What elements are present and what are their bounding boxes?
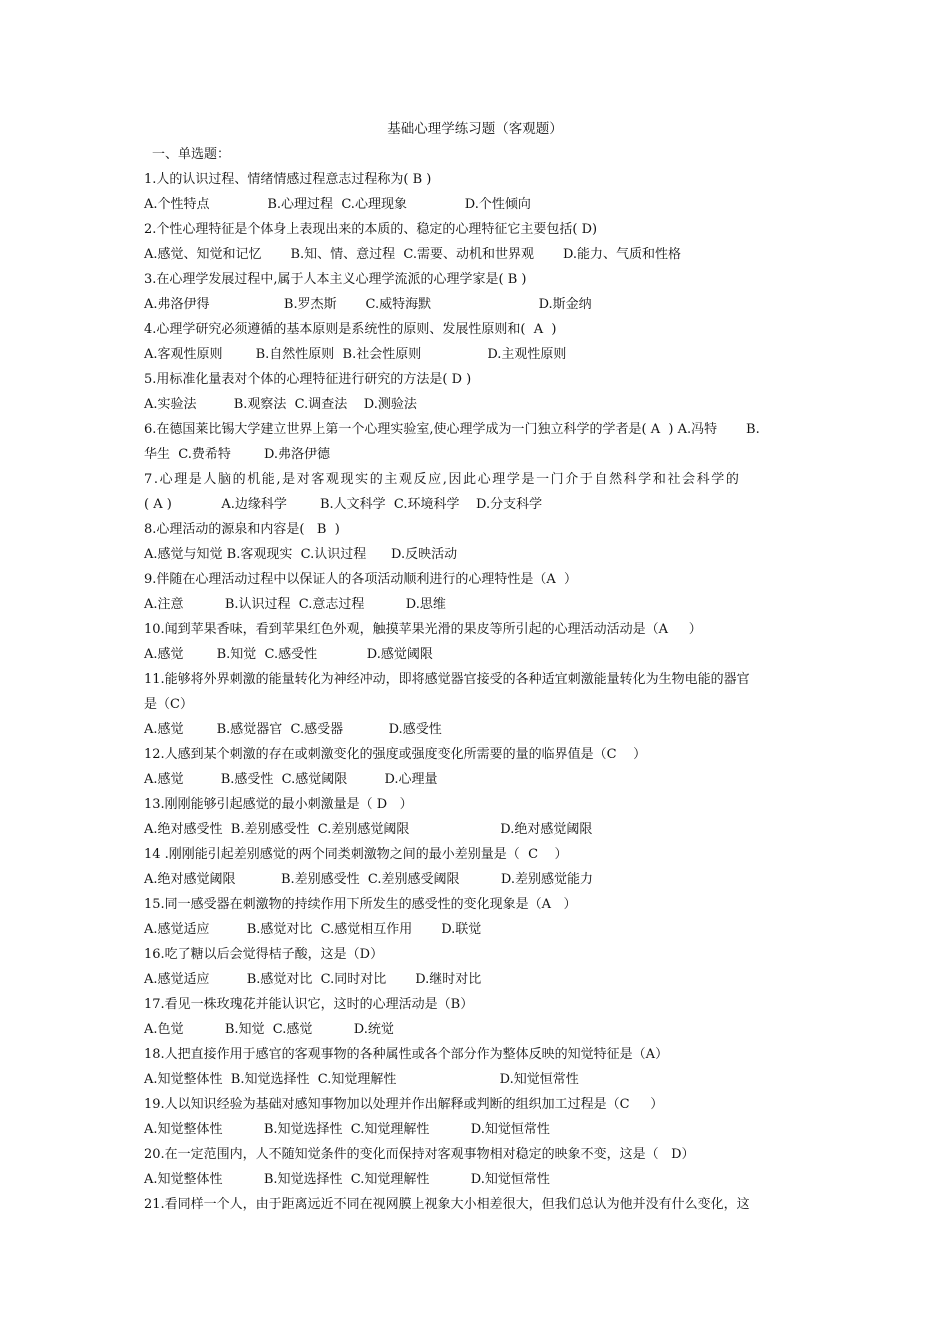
question-line: 9.伴随在心理活动过程中以保证人的各项活动顺利进行的心理特性是（A ） xyxy=(144,572,578,587)
options-line: A.客观性原则 B.自然性原则 B.社会性原则 D.主观性原则 xyxy=(144,347,567,362)
question-line: 13.刚刚能够引起感觉的最小刺激量是（ D ） xyxy=(144,797,413,812)
options-line: A.感觉 B.知觉 C.感受性 D.感觉阈限 xyxy=(144,647,433,662)
options-line: A.感觉、知觉和记忆 B.知、情、意过程 C.需要、动机和世界观 D.能力、气质和性格 xyxy=(144,247,682,262)
options-line: A.感觉与知觉 B.客观现实 C.认识过程 D.反映活动 xyxy=(144,547,458,562)
question-line: 1.人的认识过程、情绪情感过程意志过程称为( B ) xyxy=(144,172,432,187)
options-line: A.绝对感受性 B.差别感受性 C.差别感觉阈限 D.绝对感觉阈限 xyxy=(144,822,593,837)
options-line: A.感觉适应 B.感觉对比 C.感觉相互作用 D.联觉 xyxy=(144,922,482,937)
options-line: ( A ) A.边缘科学 B.人文科学 C.环境科学 D.分支科学 xyxy=(144,497,543,512)
question-line: 21.看同样一个人，由于距离远近不同在视网膜上视象大小相差很大，但我们总认为他并没有什么变化，这 xyxy=(144,1197,750,1212)
options-line: A.知觉整体性 B.知觉选择性 C.知觉理解性 D.知觉恒常性 xyxy=(144,1072,579,1087)
question-line: 4.心理学研究必须遵循的基本原则是系统性的原则、发展性原则和( A ) xyxy=(144,322,557,337)
options-line: A.知觉整体性 B.知觉选择性 C.知觉理解性 D.知觉恒常性 xyxy=(144,1172,550,1187)
question-line: 17.看见一株玫瑰花并能认识它，这时的心理活动是（B） xyxy=(144,997,474,1012)
question-line: 8.心理活动的源泉和内容是( B ) xyxy=(144,522,340,537)
question-line: 19.人以知识经验为基础对感知事物加以处理并作出解释或判断的组织加工过程是（C ） xyxy=(144,1097,664,1112)
options-line: A.弗洛伊得 B.罗杰斯 C.威特海默 D.斯金纳 xyxy=(144,297,592,312)
question-line: 11.能够将外界刺激的能量转化为神经冲动，即将感觉器官接受的各种适宜刺激能量转化为生物电能的器官 xyxy=(144,672,750,687)
options-line: 华生 C.费希特 D.弗洛伊德 xyxy=(144,447,331,462)
document-title: 基础心理学练习题（客观题） xyxy=(387,121,563,137)
question-line: 14 .刚刚能引起差别感觉的两个同类刺激物之间的最小差别量是（ C ） xyxy=(144,847,568,862)
question-line: 2.个性心理特征是个体身上表现出来的本质的、稳定的心理特征它主要包括( D) xyxy=(144,222,598,237)
question-line: 15.同一感受器在刺激物的持续作用下所发生的感受性的变化现象是（A ） xyxy=(144,897,577,912)
question-line: 10.闻到苹果香味，看到苹果红色外观，触摸苹果光滑的果皮等所引起的心理活动活动是（A ） xyxy=(144,622,702,637)
options-line: A.感觉适应 B.感觉对比 C.同时对比 D.继时对比 xyxy=(144,972,482,987)
question-line: 12.人感到某个刺激的存在或刺激变化的强度或强度变化所需要的量的临界值是（C ） xyxy=(144,747,647,762)
options-line: A.注意 B.认识过程 C.意志过程 D.思维 xyxy=(144,597,446,612)
options-line: A.知觉整体性 B.知觉选择性 C.知觉理解性 D.知觉恒常性 xyxy=(144,1122,550,1137)
options-line: A.色觉 B.知觉 C.感觉 D.统觉 xyxy=(144,1022,394,1037)
section-heading: 一、单选题： xyxy=(152,147,231,162)
question-line: 7.心理是人脑的机能,是对客观现实的主观反应,因此心理学是一门介于自然科学和社会科学的 xyxy=(144,472,741,487)
question-line: 是（C） xyxy=(144,697,193,712)
question-line: 5.用标准化量表对个体的心理特征进行研究的方法是( D ) xyxy=(144,372,472,387)
options-line: A.绝对感觉阈限 B.差别感受性 C.差别感受阈限 D.差别感觉能力 xyxy=(144,872,593,887)
question-line: 18.人把直接作用于感官的客观事物的各种属性或各个部分作为整体反映的知觉特征是（A） xyxy=(144,1047,669,1062)
question-line: 6.在德国莱比锡大学建立世界上第一个心理实验室,使心理学成为一门独立科学的学者是( A ) A.冯特 B. xyxy=(144,422,760,437)
question-line: 16.吃了糖以后会觉得桔子酸，这是（D） xyxy=(144,947,384,962)
options-line: A.个性特点 B.心理过程 C.心理现象 D.个性倾向 xyxy=(144,197,531,212)
question-line: 20.在一定范围内，人不随知觉条件的变化而保持对客观事物相对稳定的映象不变，这是（ D） xyxy=(144,1147,695,1162)
options-line: A.感觉 B.感受性 C.感觉阈限 D.心理量 xyxy=(144,772,438,787)
options-line: A.实验法 B.观察法 C.调查法 D.测验法 xyxy=(144,397,417,412)
question-line: 3.在心理学发展过程中,属于人本主义心理学流派的心理学家是( B ) xyxy=(144,272,527,287)
options-line: A.感觉 B.感觉器官 C.感受器 D.感受性 xyxy=(144,722,442,737)
